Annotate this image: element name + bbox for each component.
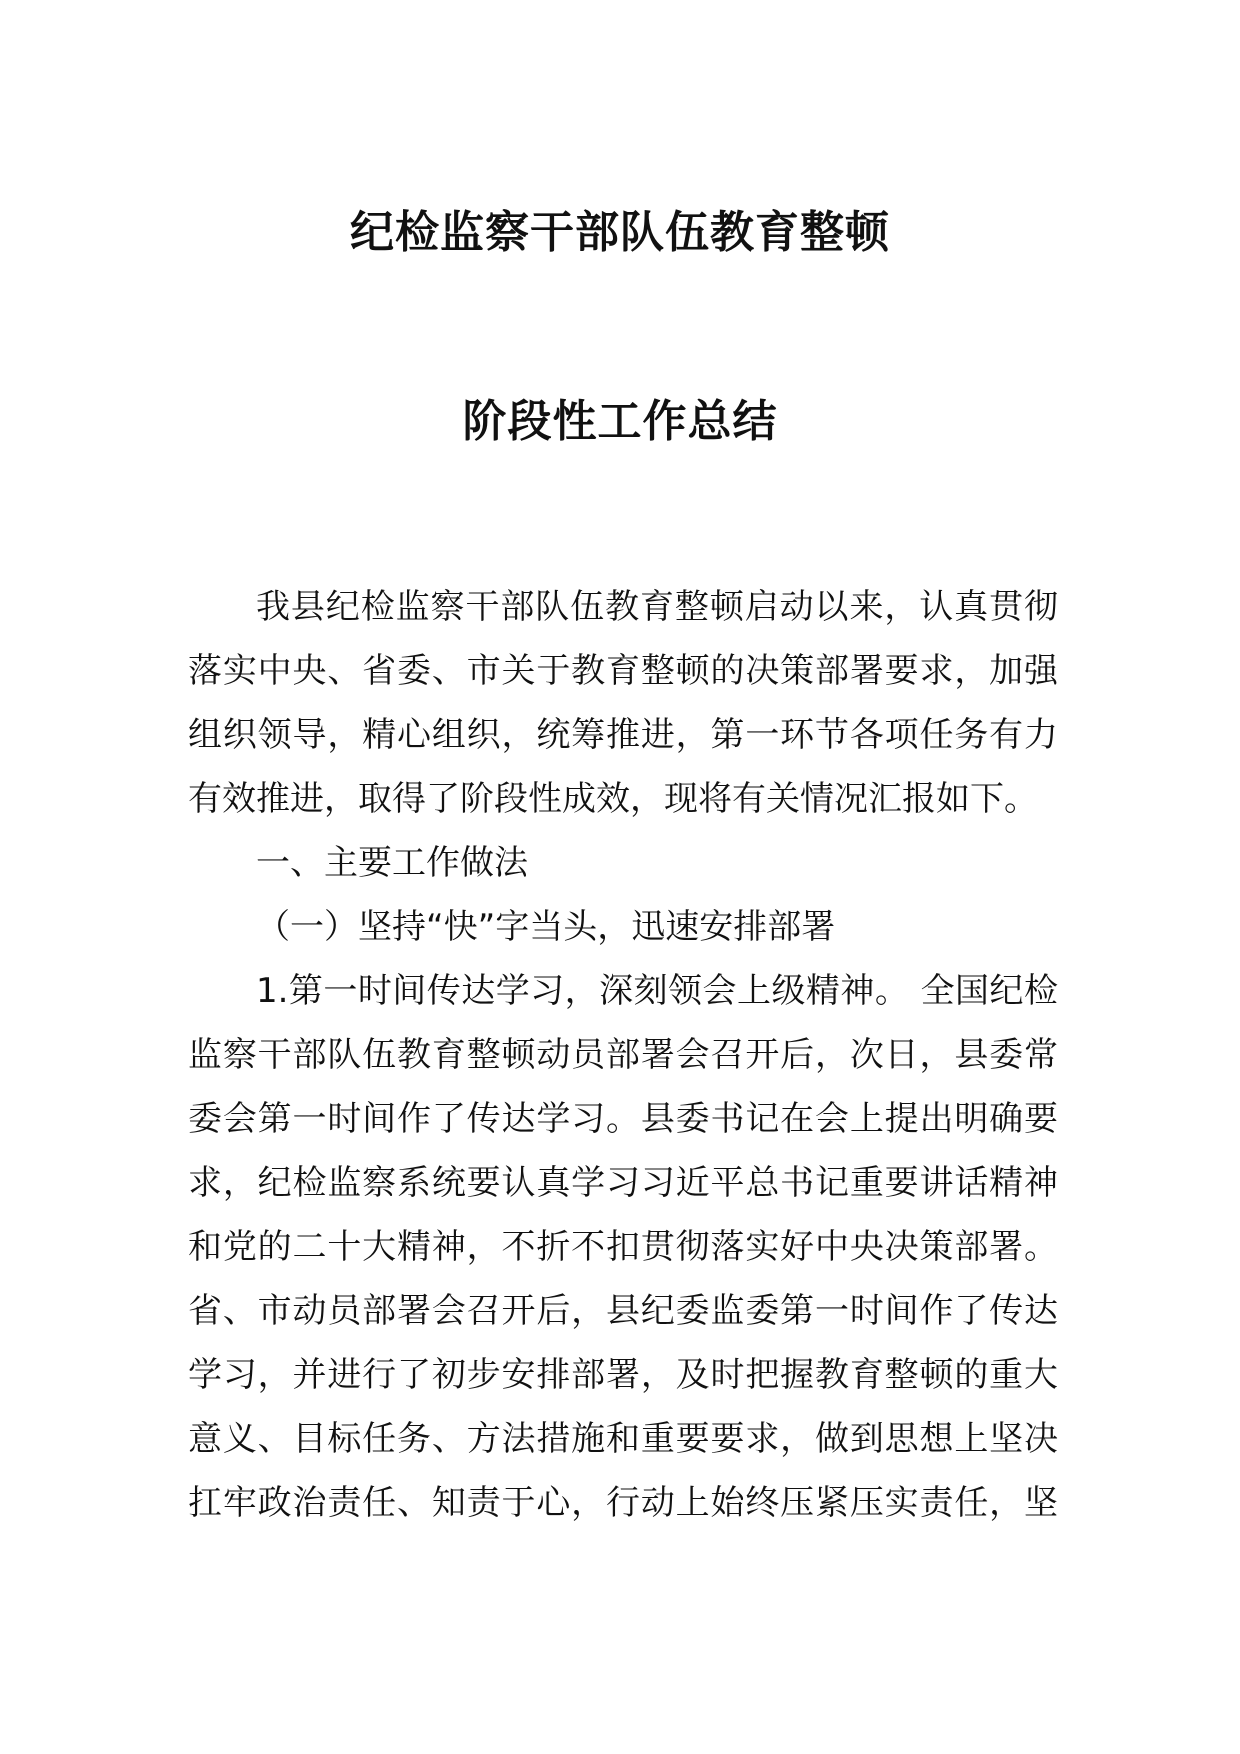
paragraph-2-line: 扛牢政治责任、知责于心，行动上始终压紧压实责任，坚 [188,1483,1058,1523]
document-title-line-1: 纪检监察干部队伍教育整顿 [350,207,890,258]
paragraph-2-line: 学习，并进行了初步安排部署，及时把握教育整顿的重大 [188,1355,1058,1395]
paragraph-2-line: 委会第一时间作了传达学习。县委书记在会上提出明确要 [188,1099,1058,1139]
paragraph-2-line: 省、市动员部署会召开后，县纪委监委第一时间作了传达 [188,1291,1058,1331]
paragraph-2-line: 求，纪检监察系统要认真学习习近平总书记重要讲话精神 [188,1163,1058,1203]
paragraph-1-line: 落实中央、省委、市关于教育整顿的决策部署要求，加强 [188,651,1058,691]
section-heading: 一、主要工作做法 [256,843,528,883]
paragraph-2-line: 意义、目标任务、方法措施和重要要求，做到思想上坚决 [188,1419,1058,1459]
paragraph-1-line: 组织领导，精心组织，统筹推进，第一环节各项任务有力 [188,715,1058,755]
paragraph-2-line: 监察干部队伍教育整顿动员部署会召开后，次日，县委常 [188,1035,1058,1075]
paragraph-2-line: 和党的二十大精神，不折不扣贯彻落实好中央决策部署。 [188,1227,1058,1267]
paragraph-1-line: 我县纪检监察干部队伍教育整顿启动以来，认真贯彻 [256,587,1058,627]
document-body [188,575,1058,1535]
paragraph-2-line: 1.第一时间传达学习，深刻领会上级精神。 全国纪检 [256,971,1058,1011]
paragraph-1-line: 有效推进，取得了阶段性成效，现将有关情况汇报如下。 [188,779,1038,819]
subsection-heading: （一）坚持“快”字当头，迅速安排部署 [256,907,836,947]
document-title-line-2: 阶段性工作总结 [462,396,778,447]
